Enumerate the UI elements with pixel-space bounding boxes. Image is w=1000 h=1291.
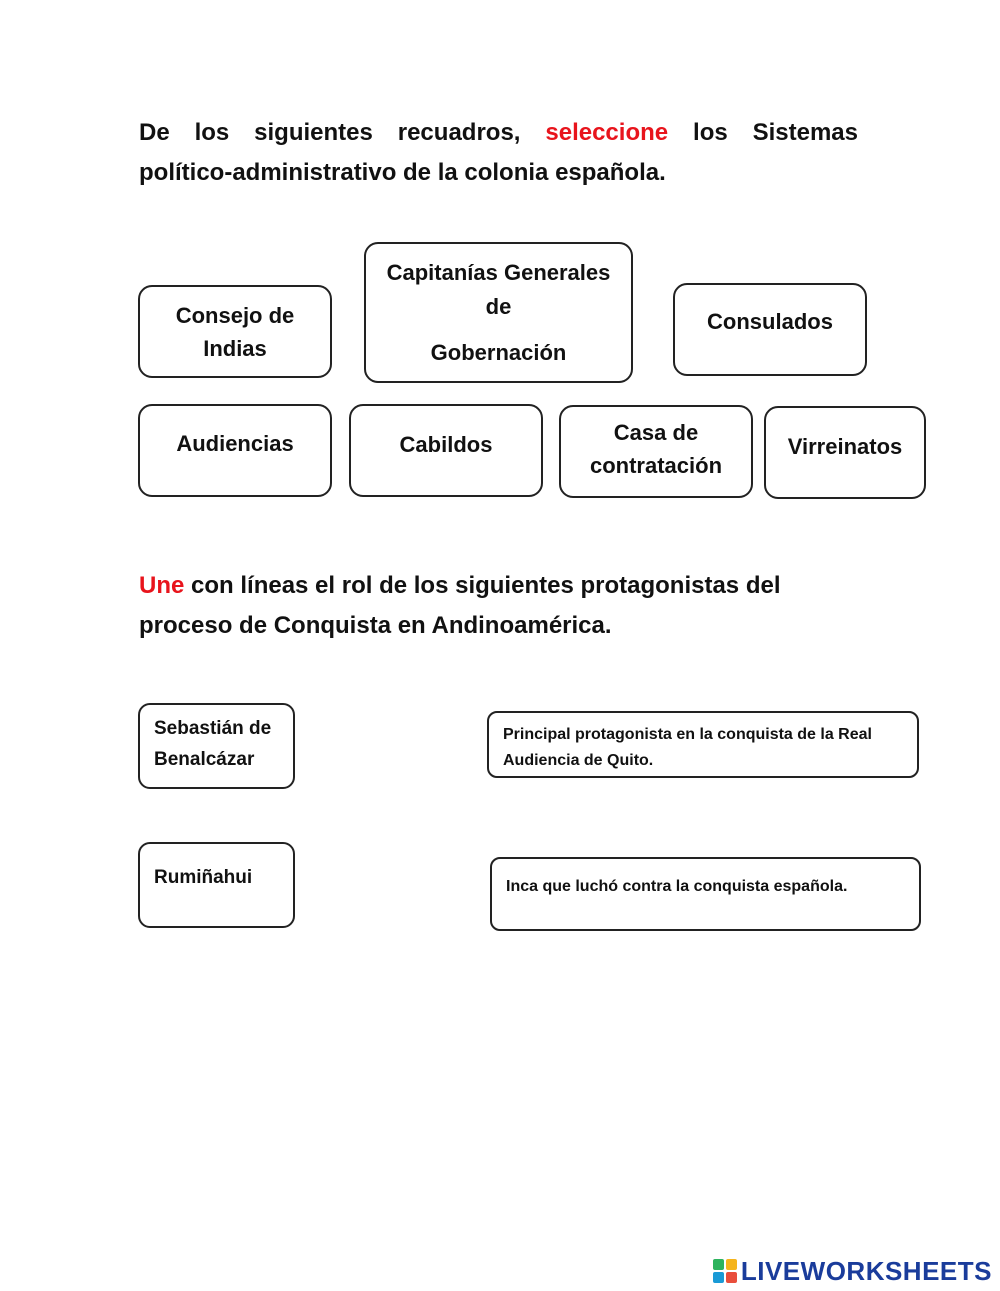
match-right-benalcazar-role[interactable]: Principal protagonista en la conquista de la Real Audiencia de Quito. [487, 711, 919, 778]
option-capitanias-generales[interactable]: Capitanías Generales de Gobernación [364, 242, 633, 383]
logo-text: LIVEWORKSHEETS [740, 1255, 992, 1286]
liveworksheets-logo [713, 1254, 992, 1288]
match-left-ruminahui[interactable]: Rumiñahui [138, 842, 295, 928]
option-consulados[interactable]: Consulados [673, 283, 867, 376]
question-2-highlight: Une [139, 572, 185, 599]
option-cabildos[interactable]: Cabildos [349, 404, 543, 497]
question-2-line-2: proceso de Conquista en Andinoamérica. [139, 612, 612, 639]
option-consejo-de-indias[interactable]: Consejo de Indias [138, 285, 332, 378]
question-1-line-1: De los siguientes recuadros, seleccione los Sistemas [139, 119, 859, 146]
option-virreinatos[interactable]: Virreinatos [764, 406, 926, 499]
match-right-ruminahui-role[interactable]: Inca que luchó contra la conquista española. [490, 857, 921, 931]
question-1-line-2: político-administrativo de la colonia española. [139, 159, 666, 186]
option-casa-de-contratacion[interactable]: Casa de contratación [559, 405, 753, 498]
liveworksheets-logo-icon [713, 1259, 737, 1283]
option-audiencias[interactable]: Audiencias [138, 404, 332, 497]
question-2-line-1: Une con líneas el rol de los siguientes protagonistas del [139, 572, 781, 599]
match-left-benalcazar[interactable]: Sebastián de Benalcázar [138, 703, 295, 789]
question-1-highlight: seleccione [545, 119, 669, 146]
